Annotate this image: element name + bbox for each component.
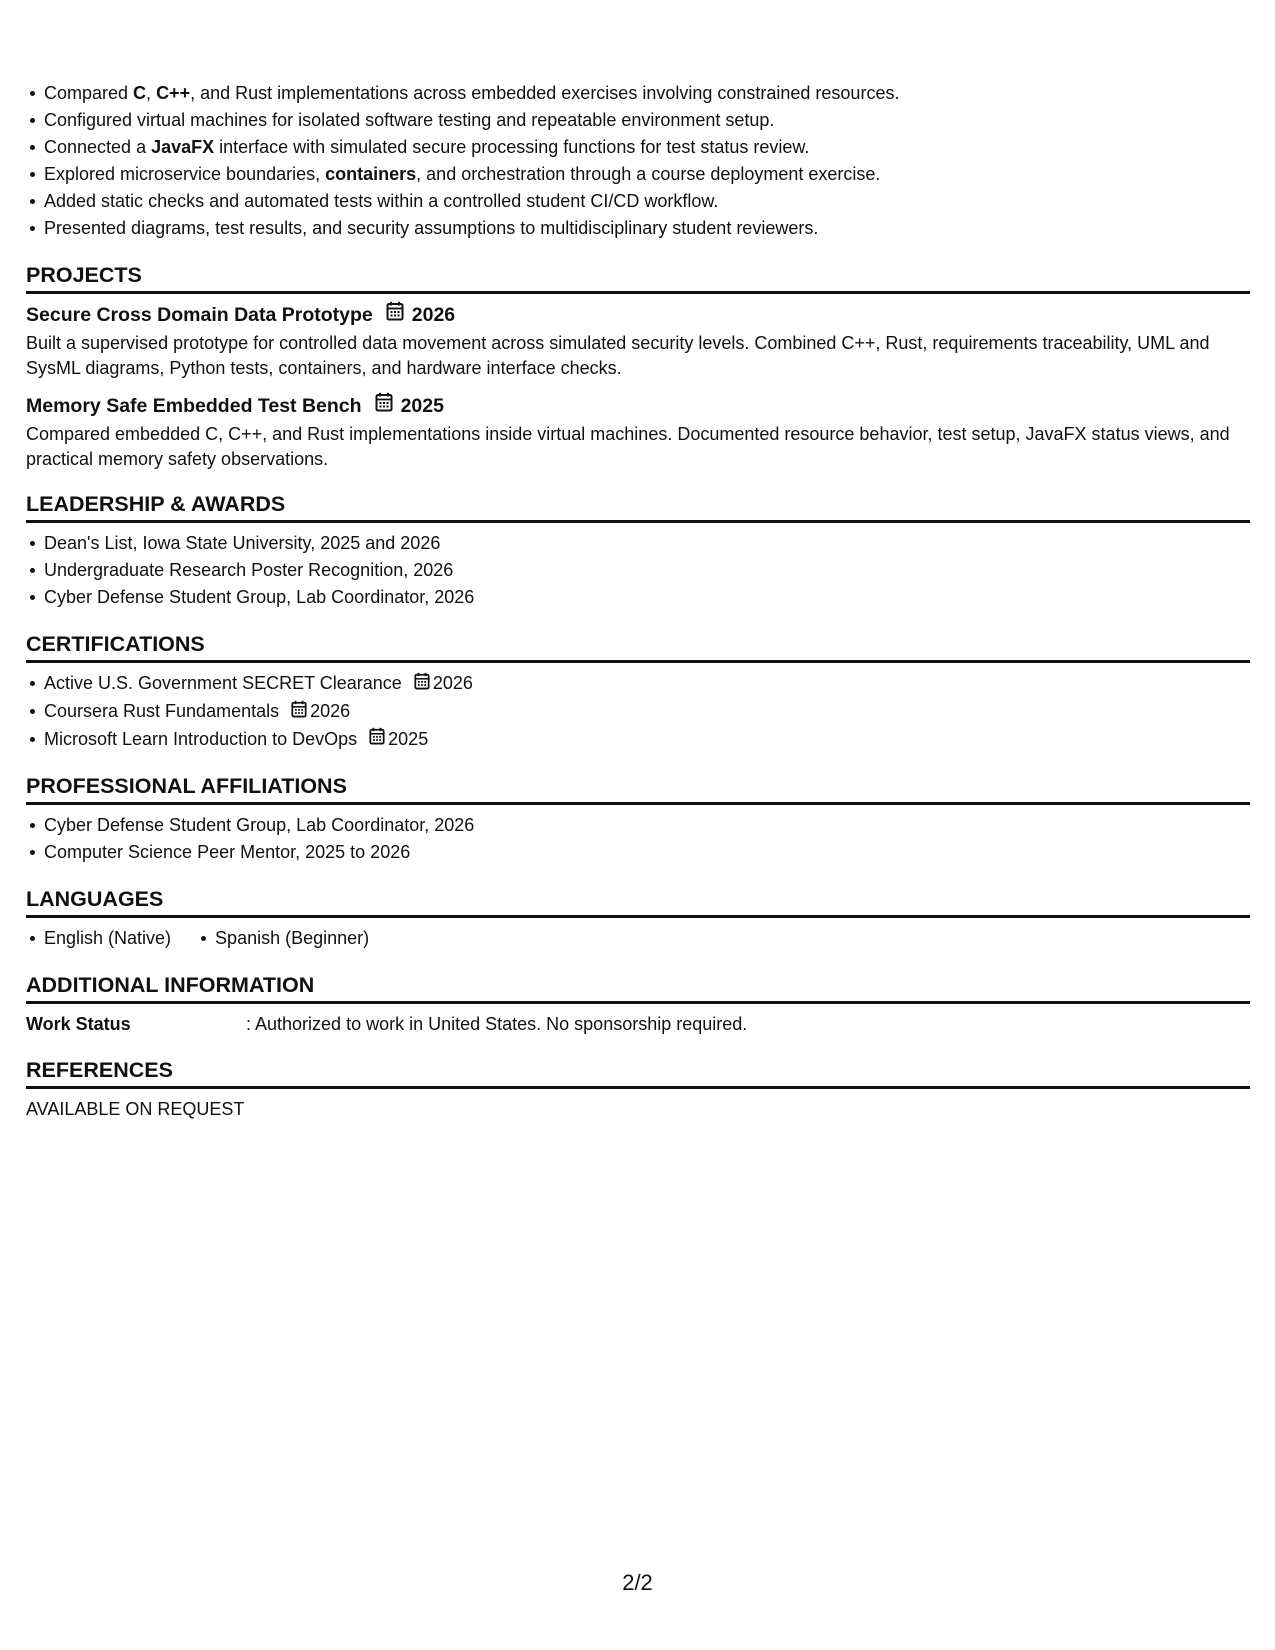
resume-page — [26, 80, 1250, 1122]
language-item: English (Native) — [44, 925, 171, 952]
emphasis-text: C++ — [156, 83, 191, 103]
certification-name: Microsoft Learn Introduction to DevOps — [44, 728, 358, 749]
projects-heading: PROJECTS — [26, 262, 1250, 294]
experience-bullet: Connected a JavaFX interface with simulated secure processing functions for test status review. — [44, 134, 1250, 161]
project-heading — [26, 301, 1250, 328]
work-status-row — [26, 1011, 1250, 1037]
page-number: 2/2 — [622, 1570, 653, 1595]
certification-item — [44, 670, 1250, 698]
emphasis-text: C — [133, 83, 147, 103]
project-year: 2025 — [400, 394, 444, 417]
experience-bullet: Compared C, C++, and Rust implementations across embedded exercises involving constrained resources. — [44, 80, 1250, 107]
references-text: AVAILABLE ON REQUEST — [26, 1099, 245, 1120]
project-name: Memory Safe Embedded Test Bench — [26, 394, 362, 417]
calendar-icon — [369, 726, 385, 753]
additional-heading: ADDITIONAL INFORMATION — [26, 972, 1250, 1004]
project-description: Built a supervised prototype for controlled data movement across simulated security levels. Combined C++, Rust, requirements traceability, UML and SysML diagrams, Python tests, containers, and hardware interface checks. — [26, 333, 1210, 378]
certifications-section — [26, 631, 1250, 753]
affiliations-heading: PROFESSIONAL AFFILIATIONS — [26, 773, 1250, 805]
emphasis-text: JavaFX — [151, 137, 215, 157]
languages-list — [26, 925, 1250, 952]
project-description: Compared embedded C, C++, and Rust implementations inside virtual machines. Documented resource behavior, test setup, JavaFX status views, and practical memory safety observations. — [26, 424, 1230, 469]
certification-year: 2026 — [310, 700, 351, 721]
affiliations-list — [26, 812, 1250, 866]
references-section — [26, 1057, 1250, 1122]
leadership-list — [26, 530, 1250, 611]
experience-bullets — [26, 80, 1250, 242]
list-item: Computer Science Peer Mentor, 2025 to 2026 — [44, 839, 1250, 866]
certification-item — [44, 726, 1250, 754]
project-name: Secure Cross Domain Data Prototype — [26, 303, 373, 326]
work-status-value: : Authorized to work in United States. No sponsorship required. — [246, 1014, 748, 1035]
certifications-list — [26, 670, 1250, 753]
experience-bullet: Added static checks and automated tests within a controlled student CI/CD workflow. — [44, 188, 1250, 215]
experience-bullet: Presented diagrams, test results, and security assumptions to multidisciplinary student reviewers. — [44, 215, 1250, 242]
certification-name: Coursera Rust Fundamentals — [44, 700, 280, 721]
list-item: Dean's List, Iowa State University, 2025 and 2026 — [44, 530, 1250, 557]
certification-year: 2025 — [388, 728, 429, 749]
certification-year: 2026 — [432, 673, 473, 693]
calendar-icon — [386, 301, 404, 328]
certification-item — [44, 698, 1250, 726]
language-item: Spanish (Beginner) — [215, 925, 369, 952]
additional-section — [26, 972, 1250, 1037]
experience-bullet: Explored microservice boundaries, containers, and orchestration through a course deployment exercise. — [44, 161, 1250, 188]
leadership-section — [26, 491, 1250, 611]
project-heading — [26, 392, 1250, 419]
certification-name: Active U.S. Government SECRET Clearance — [44, 673, 402, 693]
calendar-icon — [414, 671, 430, 698]
languages-heading: LANGUAGES — [26, 886, 1250, 918]
calendar-icon — [291, 699, 307, 726]
leadership-heading: LEADERSHIP & AWARDS — [26, 491, 1250, 523]
list-item: Undergraduate Research Poster Recognition, 2026 — [44, 557, 1250, 584]
work-status-label: Work Status — [26, 1014, 131, 1035]
references-heading: REFERENCES — [26, 1057, 1250, 1089]
affiliations-section — [26, 773, 1250, 866]
calendar-icon — [375, 392, 393, 419]
experience-bullet: Configured virtual machines for isolated software testing and repeatable environment setup. — [44, 107, 1250, 134]
languages-section — [26, 886, 1250, 952]
project-year: 2026 — [411, 303, 456, 326]
emphasis-text: containers — [325, 164, 417, 184]
certifications-heading: CERTIFICATIONS — [26, 631, 1250, 663]
list-item: Cyber Defense Student Group, Lab Coordinator, 2026 — [44, 812, 1250, 839]
list-item: Cyber Defense Student Group, Lab Coordinator, 2026 — [44, 584, 1250, 611]
projects-section — [26, 262, 1250, 471]
